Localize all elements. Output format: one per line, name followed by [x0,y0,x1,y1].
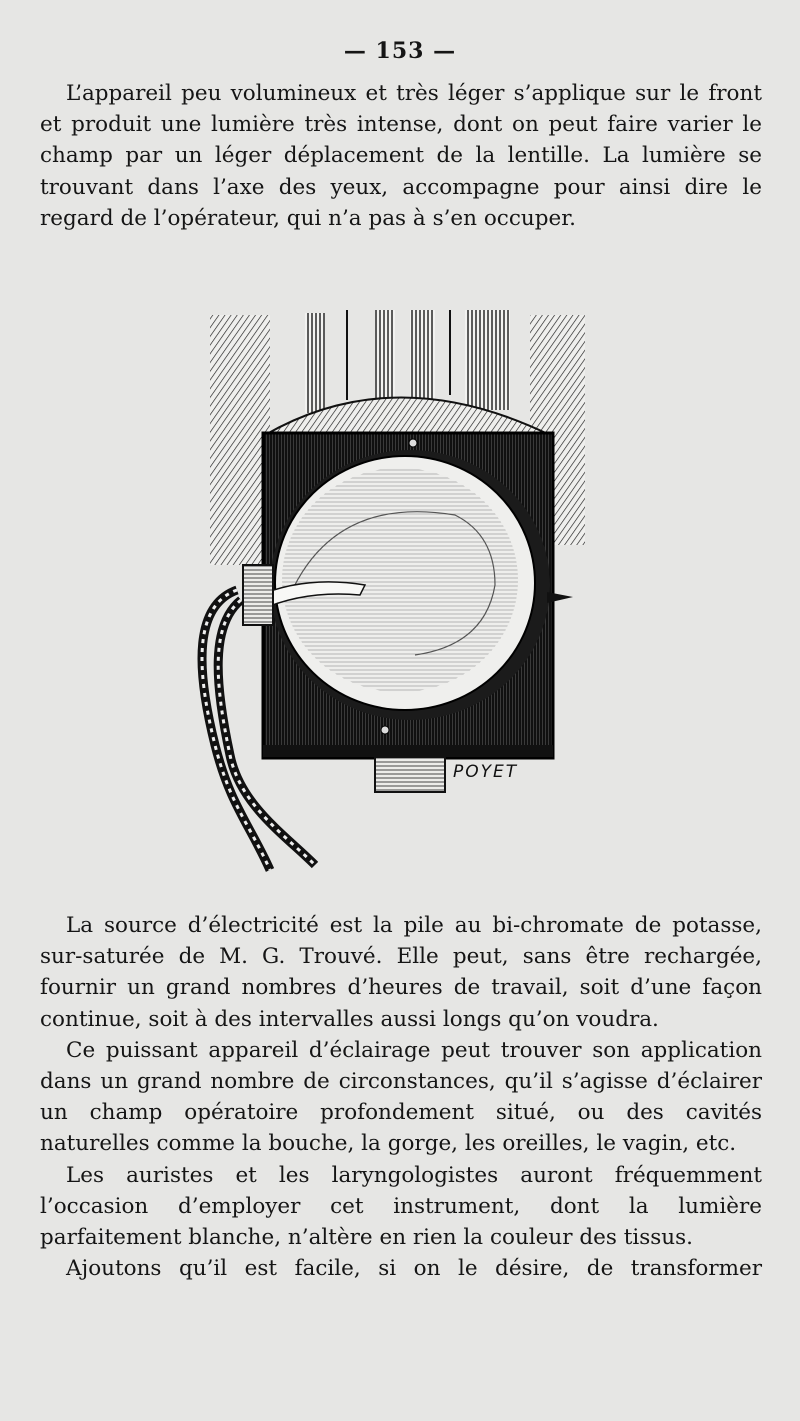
top-text-block [40,78,762,234]
paragraph: Les auristes et les laryngologistes auront fréquemment l’occasion d’employer cet instrument, dont la lumière parfaitement blanche, n’altère en rien la couleur des tissus. [40,1162,762,1251]
paragraph: Ajoutons qu’il est facile, si on le désire, de transformer [66,1256,762,1282]
engraver-signature: POYET [453,762,519,782]
page-number: — 153 — [343,38,457,64]
paragraph: Ce puissant appareil d’éclairage peut trouver son application dans un grand nombre de circonstances, qu’il s’agisse d’éclairer un champ opératoire profondement situé, ou des cavités naturelles comme la bouche, la gorge, les oreilles, le vagin, etc. [40,1037,762,1157]
paragraph: La source d’électricité est la pile au bi-chromate de potasse, sur-saturée de M. G. Trouvé. Elle peut, sans être rechargée, fournir un grand nombres d’heures de travail, soit d’une façon continue, soit à des intervalles aussi longs qu’on voudra. [40,913,762,1032]
paragraph: L’appareil peu volumineux et très léger s’applique sur le front et produit une lumière très intense, dont on peut faire varier le champ par un léger déplacement de la lentille. La lumière se trouvant dans l’axe des yeux, accompagne pour ainsi dire le regard de l’opérateur, qui n’a pas à s’en occuper. [40,81,762,231]
bottom-text-block [40,910,762,1284]
lamp-illustration [195,305,595,880]
